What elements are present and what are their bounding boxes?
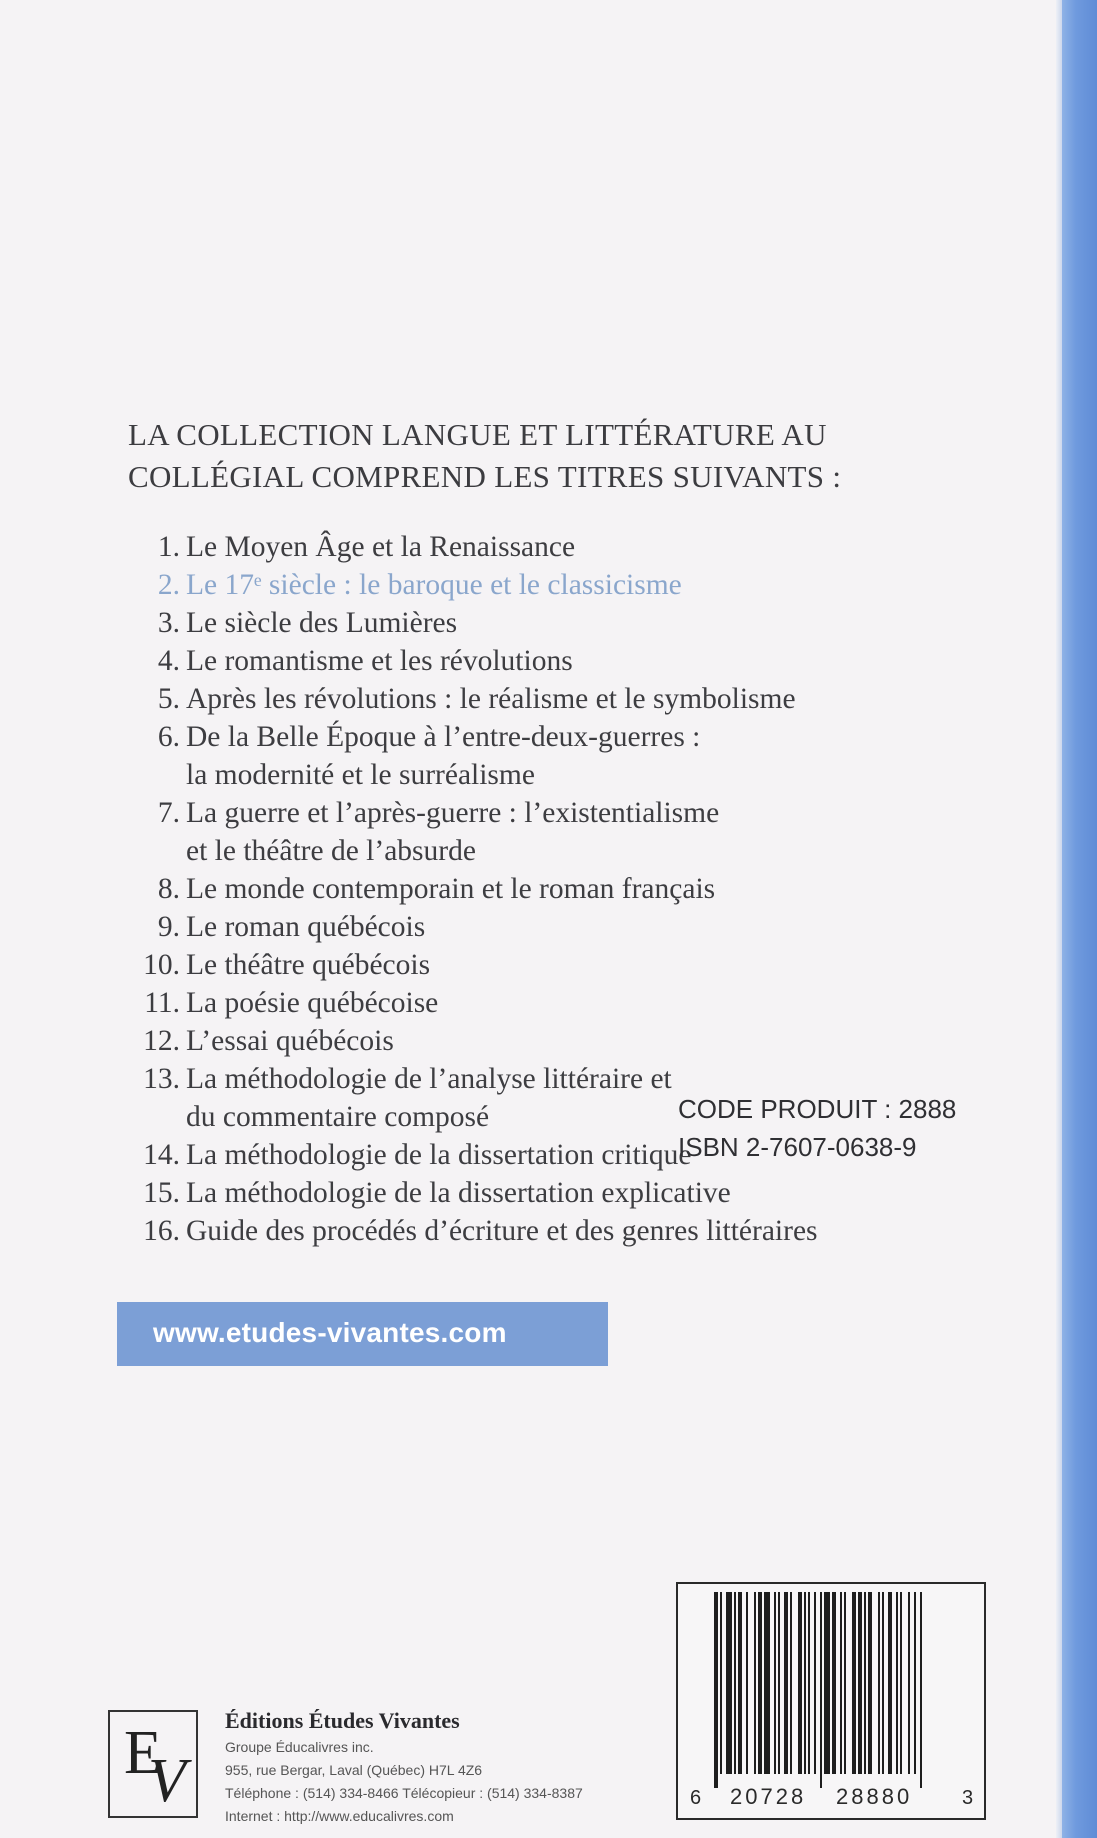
collection-heading-line-2: COLLÉGIAL COMPREND LES TITRES SUIVANTS : <box>128 459 842 494</box>
barcode-bar <box>746 1592 748 1774</box>
barcode-bar <box>790 1592 792 1774</box>
list-item <box>128 528 928 566</box>
barcode-bar <box>804 1592 806 1774</box>
product-code: CODE PRODUIT : 2888 <box>678 1094 957 1124</box>
barcode-bar <box>778 1592 780 1774</box>
title-number: 3. <box>157 607 180 639</box>
barcode-bar <box>824 1592 830 1774</box>
title-text: Après les révolutions : le réalisme et le symbolisme <box>186 683 796 715</box>
list-item <box>128 1212 928 1250</box>
title-text: La méthodologie de la dissertation critique <box>186 1139 692 1171</box>
barcode-bar <box>840 1592 842 1774</box>
list-item <box>128 794 928 870</box>
list-item <box>128 1022 928 1060</box>
barcode-bar <box>774 1592 776 1774</box>
title-number: 8. <box>157 873 180 905</box>
publisher-address: 955, rue Bergar, Laval (Québec) H7L 4Z6 <box>225 1762 483 1778</box>
barcode-bar <box>784 1592 788 1774</box>
website-banner <box>117 1302 608 1366</box>
list-item <box>128 984 928 1022</box>
barcode-bar <box>864 1592 866 1774</box>
list-item <box>128 566 928 604</box>
title-text: La méthodologie de la dissertation explicative <box>186 1177 731 1209</box>
title-number: 15. <box>143 1177 180 1209</box>
title-number: 1. <box>157 531 180 563</box>
barcode-bar <box>814 1592 816 1774</box>
title-text: Le théâtre québécois <box>186 949 431 981</box>
barcode-bar <box>832 1592 836 1774</box>
barcode-bar <box>878 1592 880 1774</box>
title-text: Le romantisme et les révolutions <box>186 645 573 677</box>
barcode-bar <box>820 1592 822 1788</box>
title-text: La guerre et l’après-guerre : l’existentialisme <box>186 797 720 829</box>
collection-heading <box>128 414 928 498</box>
barcode-bar <box>808 1592 810 1774</box>
title-number: 12. <box>143 1025 180 1057</box>
website-link[interactable]: www.etudes-vivantes.com <box>153 1317 507 1348</box>
collection-heading-line-1: LA COLLECTION LANGUE ET LITTÉRATURE AU <box>128 417 827 452</box>
list-item <box>128 718 928 794</box>
barcode-bar <box>758 1592 762 1774</box>
publisher-phone: Téléphone : (514) 334-8466 Télécopieur : (514) 334-8387 <box>225 1785 583 1801</box>
list-item <box>128 946 928 984</box>
isbn: ISBN 2-7607-0638-9 <box>678 1132 917 1162</box>
publisher-info <box>225 1706 583 1828</box>
list-item <box>128 604 928 642</box>
barcode-bar <box>896 1592 898 1774</box>
publisher-logo <box>108 1710 198 1818</box>
barcode-bar <box>844 1592 846 1774</box>
title-text-continued: et le théâtre de l’absurde <box>186 835 476 867</box>
list-item <box>128 908 928 946</box>
title-number: 5. <box>157 683 180 715</box>
title-number: 14. <box>143 1139 180 1171</box>
title-text: Le siècle des Lumières <box>186 607 458 639</box>
list-item <box>128 642 928 680</box>
title-number: 11. <box>144 987 180 1019</box>
barcode-digits-right: 28880 <box>836 1784 913 1809</box>
barcode-bar <box>858 1592 862 1774</box>
product-info <box>678 1090 956 1166</box>
barcode-bar <box>734 1592 736 1774</box>
barcode-bar <box>882 1592 884 1774</box>
barcode-digits-left: 20728 <box>730 1784 807 1809</box>
list-item <box>128 870 928 908</box>
barcode-bar <box>914 1592 916 1774</box>
barcode-bar <box>888 1592 892 1774</box>
barcode-bar <box>852 1592 856 1774</box>
title-number: 7. <box>157 797 180 829</box>
title-number: 10. <box>143 949 180 981</box>
barcode-bar <box>798 1592 802 1774</box>
barcode-bar <box>720 1592 722 1774</box>
barcode-bar <box>754 1592 756 1774</box>
logo-letter-e: E <box>124 1719 162 1787</box>
title-text: La méthodologie de l’analyse littéraire et <box>186 1063 672 1095</box>
barcode-bar <box>714 1592 718 1788</box>
cover-spine <box>1062 0 1097 1838</box>
barcode <box>676 1582 986 1820</box>
title-number: 13. <box>143 1063 180 1095</box>
barcode-bar <box>764 1592 770 1774</box>
title-text: L’essai québécois <box>186 1025 394 1057</box>
barcode-bar <box>738 1592 742 1774</box>
title-number: 6. <box>157 721 180 753</box>
barcode-bar <box>920 1592 922 1788</box>
barcode-bar <box>900 1592 902 1774</box>
title-text-continued: la modernité et le surréalisme <box>186 759 535 791</box>
title-number: 4. <box>157 645 180 677</box>
title-text: La poésie québécoise <box>186 987 439 1019</box>
publisher-internet[interactable]: Internet : http://www.educalivres.com <box>225 1808 454 1824</box>
publisher-name: Éditions Études Vivantes <box>225 1708 460 1733</box>
barcode-digit-first: 6 <box>690 1787 702 1809</box>
title-text: Guide des procédés d’écriture et des genres littéraires <box>186 1215 818 1247</box>
title-text: De la Belle Époque à l’entre-deux-guerres : <box>186 721 701 753</box>
barcode-digit-last: 3 <box>962 1787 974 1809</box>
list-item <box>128 680 928 718</box>
title-text: Le 17ᵉ siècle : le baroque et le classicisme <box>186 569 682 601</box>
barcode-bar <box>868 1592 872 1774</box>
publisher-group: Groupe Éducalivres inc. <box>225 1739 374 1755</box>
barcode-bar <box>908 1592 910 1774</box>
title-text: Le Moyen Âge et la Renaissance <box>186 531 576 563</box>
title-number: 9. <box>157 911 180 943</box>
logo-letter-v: V <box>148 1747 186 1815</box>
list-item <box>128 1174 928 1212</box>
title-text: Le roman québécois <box>186 911 426 943</box>
title-text: Le monde contemporain et le roman français <box>186 873 716 905</box>
title-text-continued: du commentaire composé <box>186 1101 490 1133</box>
barcode-graphic <box>678 1584 984 1818</box>
title-number: 2. <box>157 569 180 601</box>
barcode-bar <box>726 1592 732 1774</box>
title-number: 16. <box>143 1215 180 1247</box>
